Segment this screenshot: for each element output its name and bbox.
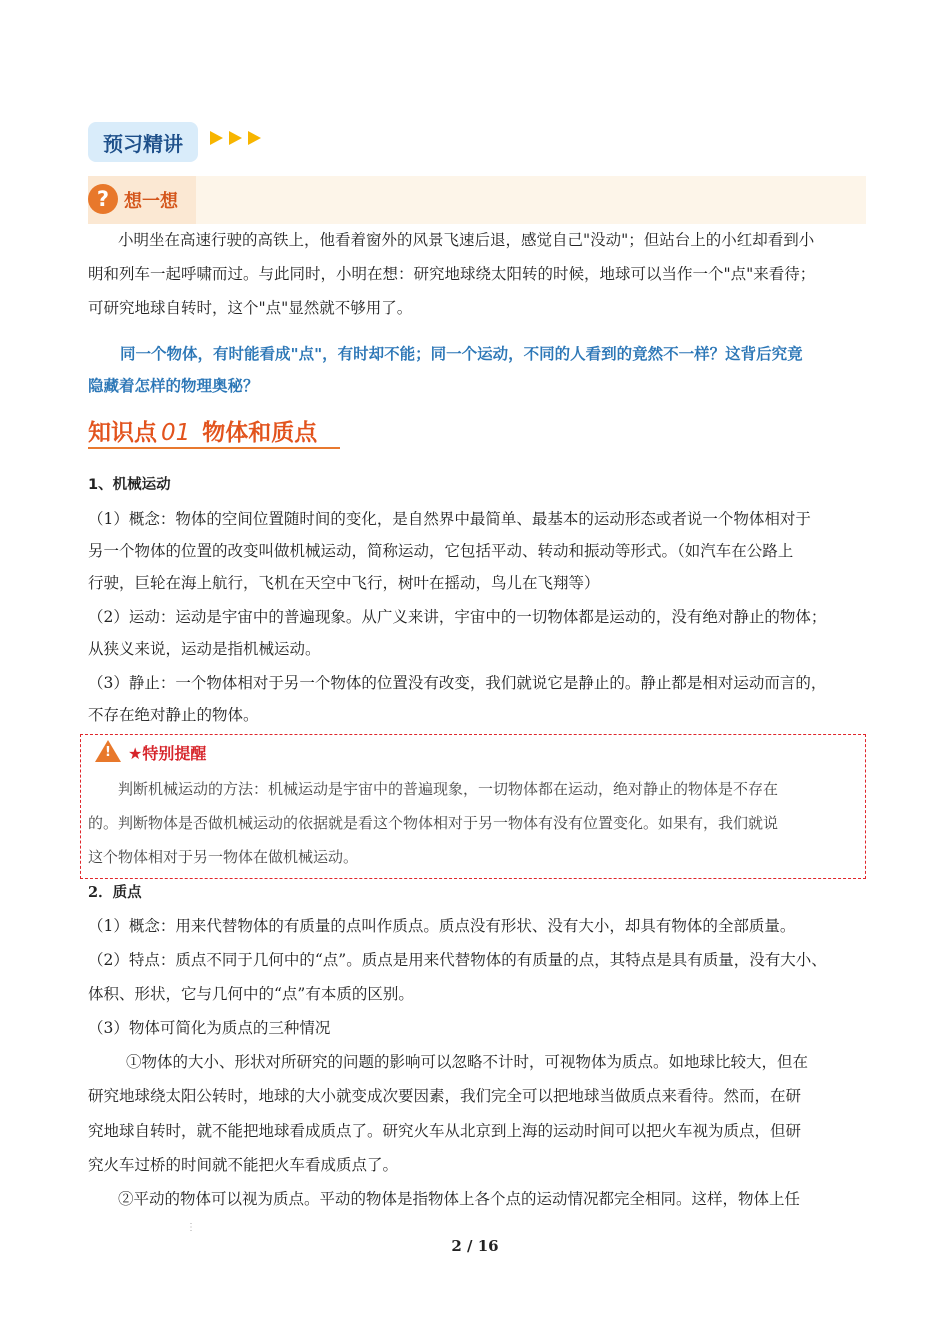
section2-line: 研究地球绕太阳公转时，地球的大小就变成次要因素，我们完全可以把地球当做质点来看待。然而，在研 — [88, 1087, 802, 1105]
reminder-line: 这个物体相对于另一物体在做机械运动。 — [88, 848, 359, 866]
section-tag: 预习精讲 — [88, 122, 198, 162]
exclamation-icon: ! — [105, 745, 111, 760]
reminder-line: 判断机械运动的方法：机械运动是宇宙中的普遍现象，一切物体都在运动，绝对静止的物体是不存在 — [118, 780, 779, 798]
section1-line: 行驶，巨轮在海上航行，飞机在天空中飞行，树叶在摇动，鸟儿在飞翔等） — [88, 574, 600, 592]
knowledge-point-title — [88, 414, 317, 447]
section1-line: 另一个物体的位置的改变叫做机械运动，简称运动，它包括平动、转动和振动等形式。（如汽车在公路上 — [88, 542, 794, 560]
arrow-right-icon — [210, 131, 223, 145]
section2-line: ①物体的大小、形状对所研究的问题的影响可以忽略不计时，可视物体为质点。如地球比较大，但在 — [126, 1053, 809, 1071]
knowledge-point-prefix: 知识点 — [88, 420, 157, 446]
section1-line: 从狭义来说，运动是指机械运动。 — [88, 640, 321, 658]
section1-line: （2）运动：运动是宇宙中的普遍现象。从广义来讲，宇宙中的一切物体都是运动的，没有绝对静止的物体； — [88, 608, 827, 626]
think-question-line: 同一个物体，有时能看成"点"，有时却不能；同一个运动，不同的人看到的竟然不一样？这背后究竟 — [120, 345, 803, 363]
arrow-right-icon — [248, 131, 261, 145]
question-circle-icon: ? — [88, 184, 118, 214]
section2-line: 体积、形状，它与几何中的“点”有本质的区别。 — [88, 985, 414, 1003]
section2-heading: 2．质点 — [88, 884, 142, 901]
think-banner — [88, 176, 866, 224]
section1-line: 不存在绝对静止的物体。 — [88, 706, 259, 724]
section2-line: （1）概念：用来代替物体的有质量的点叫作质点。质点没有形状、没有大小，却具有物体的全部质量。 — [88, 917, 796, 935]
think-question-line: 隐藏着怎样的物理奥秘？ — [88, 377, 259, 395]
arrow-right-icon — [229, 131, 242, 145]
think-paragraph-line: 可研究地球自转时，这个"点"显然就不够用了。 — [88, 299, 413, 317]
section2-line: ②平动的物体可以视为质点。平动的物体是指物体上各个点的运动情况都完全相同。这样，物体上任 — [118, 1190, 801, 1208]
section2-line: （3）物体可简化为质点的三种情况 — [88, 1019, 331, 1037]
section2-line: 究火车过桥的时间就不能把火车看成质点了。 — [88, 1156, 399, 1174]
section2-line: （2）特点：质点不同于几何中的“点”。质点是用来代替物体的有质量的点，其特点是具有质量，没有大小、 — [88, 951, 827, 969]
section1-line: （1）概念：物体的空间位置随时间的变化，是自然界中最简单、最基本的运动形态或者说一个物体相对于 — [88, 510, 811, 528]
knowledge-point-name: 物体和质点 — [202, 420, 318, 446]
title-underline — [88, 447, 340, 449]
reminder-line: 的。判断物体是否做机械运动的依据就是看这个物体相对于另一物体有没有位置变化。如果有，我们就说 — [88, 814, 779, 832]
page-number: 2 / 16 — [451, 1237, 499, 1255]
reminder-title: ★特别提醒 — [128, 744, 207, 763]
section1-heading: 1、机械运动 — [88, 477, 171, 493]
think-paragraph-line: 小明坐在高速行驶的高铁上，他看着窗外的风景飞速后退，感觉自己"没动"；但站台上的小红却看到小 — [118, 231, 815, 249]
section2-line: 究地球自转时，就不能把地球看成质点了。研究火车从北京到上海的运动时间可以把火车视为质点，但研 — [88, 1122, 802, 1140]
section1-line: （3）静止：一个物体相对于另一个物体的位置没有改变，我们就说它是静止的。静止都是相对运动而言的， — [88, 674, 827, 692]
arrow-decoration — [210, 131, 265, 145]
think-paragraph-line: 明和列车一起呼啸而过。与此同时，小明在想：研究地球绕太阳转的时候，地球可以当作一个"点"来看待； — [88, 265, 816, 283]
knowledge-point-number: 01 — [161, 420, 191, 446]
think-label: 想一想 — [124, 191, 178, 212]
decorative-dot: ⋮ — [186, 1222, 196, 1233]
